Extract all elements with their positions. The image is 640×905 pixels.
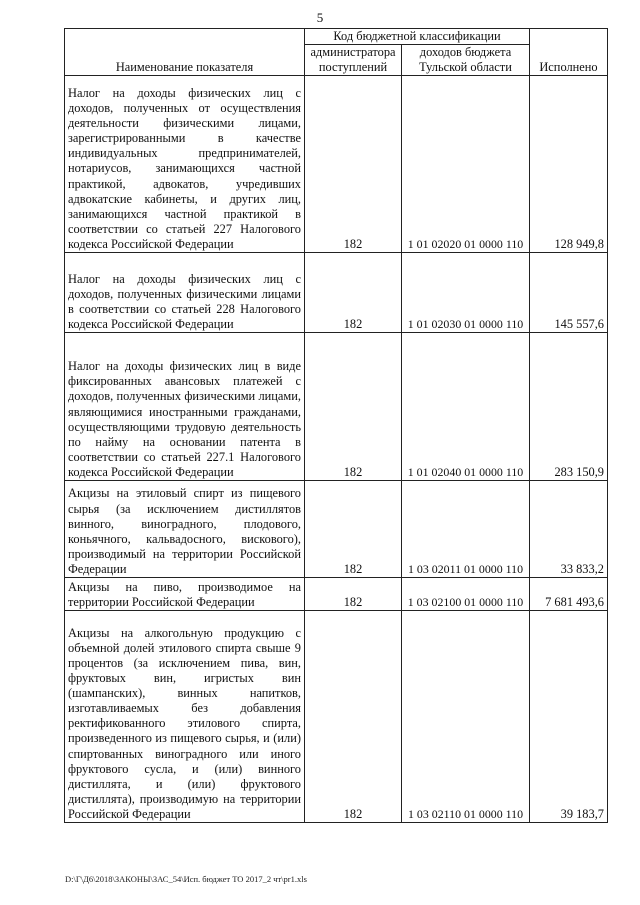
header-revenue: доходов бюджета Тульской области (402, 45, 530, 76)
table-row (65, 333, 608, 481)
row-admin-code: 182 (305, 333, 402, 481)
header-admin: администратора поступлений (305, 45, 402, 76)
table-row (65, 611, 608, 823)
budget-table (64, 28, 608, 823)
table-row (65, 253, 608, 333)
row-name: Акцизы на пиво, производимое на территории Российской Федерации (65, 578, 305, 611)
row-budget-code: 1 01 02030 01 0000 110 (402, 253, 530, 333)
header-executed: Исполнено (530, 29, 608, 76)
row-budget-code: 1 01 02040 01 0000 110 (402, 333, 530, 481)
row-amount: 7 681 493,6 (530, 578, 608, 611)
row-amount: 33 833,2 (530, 481, 608, 578)
row-name: Налог на доходы физических лиц в виде фиксированных авансовых платежей с доходов, полученных физическими лицами, являющимися иностранными гражданами, осуществляющими трудовую деятельность по найму на основании патента в соответствии со статьей 227.1 Налогового кодекса Российской Федерации (65, 333, 305, 481)
header-name: Наименование показателя (65, 29, 305, 76)
row-amount: 283 150,9 (530, 333, 608, 481)
table-row (65, 481, 608, 578)
row-budget-code: 1 03 02011 01 0000 110 (402, 481, 530, 578)
row-name: Налог на доходы физических лиц с доходов, полученных физическими лицами в соответствии со статьей 228 Налогового кодекса Российской Федерации (65, 253, 305, 333)
row-admin-code: 182 (305, 253, 402, 333)
row-amount: 39 183,7 (530, 611, 608, 823)
row-name: Акцизы на этиловый спирт из пищевого сырья (за исключением дистиллятов винного, виноградного, плодового, коньячного, кальвадосного, вискового), производимый на территории Российской Федерации (65, 481, 305, 578)
row-admin-code: 182 (305, 481, 402, 578)
row-admin-code: 182 (305, 578, 402, 611)
table-row (65, 76, 608, 253)
header-row-1 (65, 29, 608, 45)
row-admin-code: 182 (305, 76, 402, 253)
page-number: 5 (316, 10, 324, 25)
row-name: Акцизы на алкогольную продукцию с объемной долей этилового спирта свыше 9 процентов (за исключением пива, вин, фруктовых вин, игристых вин (шампанских), винных напитков, изготавливаемых без добавления ректификованного этилового спирта, произведенного из пищевого сырья, и (или) спиртованных виноградного или иного фруктового сусла, и (или) винного дистиллята, и (или) фруктового дистиллята), производимую на территории Российской Федерации (65, 611, 305, 823)
row-admin-code: 182 (305, 611, 402, 823)
row-amount: 145 557,6 (530, 253, 608, 333)
row-budget-code: 1 03 02110 01 0000 110 (402, 611, 530, 823)
row-name: Налог на доходы физических лиц с доходов, полученных от осуществления деятельности физическими лицами, зарегистрированными в качестве индивидуальных предпринимателей, нотариусов, занимающихся частной практикой, адвокатов, учредивших адвокатские кабинеты, и других лиц, занимающихся частной практикой в соответствии со статьей 227 Налогового кодекса Российской Федерации (65, 76, 305, 253)
row-budget-code: 1 03 02100 01 0000 110 (402, 578, 530, 611)
table-row (65, 578, 608, 611)
header-budget-code: Код бюджетной классификации (305, 29, 530, 45)
row-budget-code: 1 01 02020 01 0000 110 (402, 76, 530, 253)
row-amount: 128 949,8 (530, 76, 608, 253)
file-path-footer: D:\Г\Д6\2018\ЗАКОНЫ\ЗАС_54\Исп. бюджет ТО 2017_2 чт\pr1.xls (65, 874, 307, 884)
